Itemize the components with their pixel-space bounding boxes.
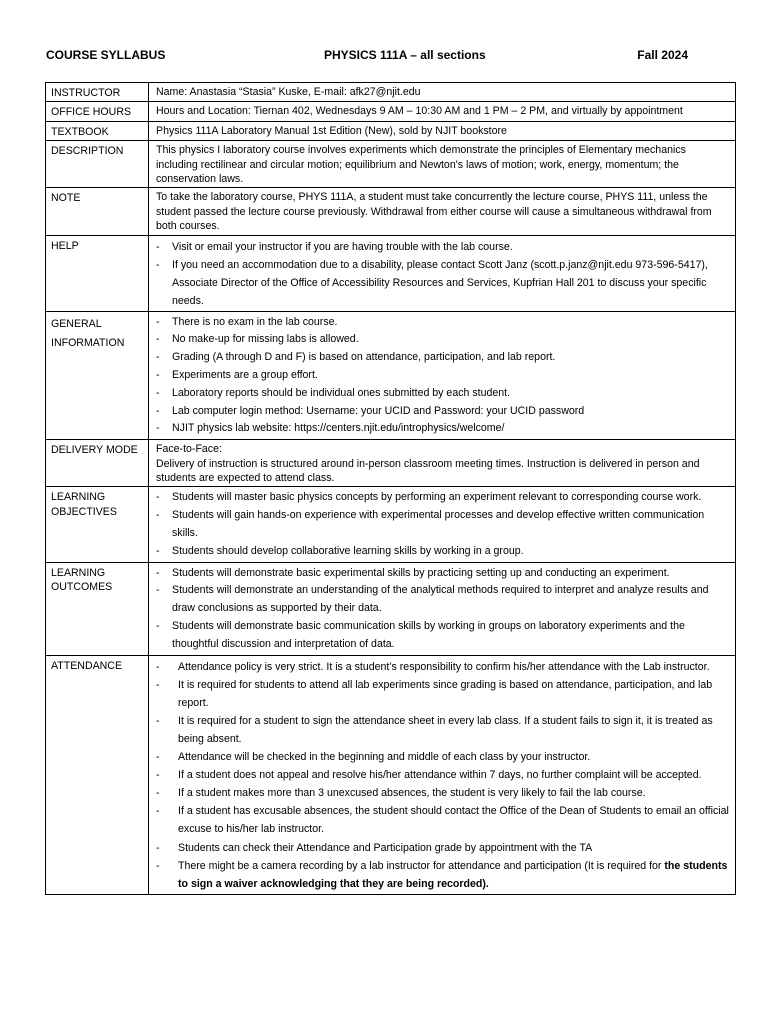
label-line: LEARNING	[51, 566, 106, 579]
label-attendance: ATTENDANCE	[46, 655, 149, 894]
page-header	[46, 48, 736, 68]
help-list	[156, 238, 730, 310]
label-help: HELP	[46, 235, 149, 311]
general-information-content	[149, 311, 736, 440]
attendance-list	[156, 658, 730, 893]
row-office-hours	[46, 102, 736, 121]
delivery-mode-line2: Delivery of instruction is structured around in-person classroom meeting times. Instruction is delivered in person and students are expected to attend class.	[156, 457, 700, 485]
learning-outcomes-content	[149, 562, 736, 655]
list-item: - Students will gain hands-on experience with experimental processes and develop effective written communication skills.	[156, 507, 730, 543]
list-item: - Students will demonstrate an understanding of the analytical methods required to interpret and analyze results and draw conclusions as supported by their data.	[156, 582, 730, 618]
attendance-camera-text: There might be a camera recording by a lab instructor for attendance and participation (It is required for	[178, 859, 665, 872]
row-note	[46, 188, 736, 235]
row-description	[46, 141, 736, 188]
syllabus-table	[45, 82, 736, 895]
list-item: - Lab computer login method: Username: your UCID and Password: your UCID password	[156, 403, 730, 421]
label-office-hours: OFFICE HOURS	[46, 102, 149, 121]
list-item: - If you need an accommodation due to a disability, please contact Scott Janz (scott.p.janz@njit.edu 973-596-5417), Associate Director of the Office of Accessibility Resources and Services, Kupfrian Hall 201 to discuss your specific needs.	[156, 256, 730, 310]
row-learning-objectives	[46, 487, 736, 562]
delivery-mode-content	[149, 440, 736, 487]
instructor-text: Name: Anastasia “Stasia” Kuske, E-mail: afk27@njit.edu	[149, 83, 736, 102]
label-learning-objectives	[46, 487, 149, 562]
learning-outcomes-list	[156, 565, 730, 654]
label-delivery-mode: DELIVERY MODE	[46, 440, 149, 487]
row-delivery-mode	[46, 440, 736, 487]
list-item: - Students can check their Attendance and Participation grade by appointment with the TA	[156, 839, 730, 857]
label-line: LEARNING	[51, 491, 106, 504]
label-line: INFORMATION	[51, 336, 125, 349]
list-item: - NJIT physics lab website: https://centers.njit.edu/introphysics/welcome/	[156, 420, 730, 438]
label-instructor: INSTRUCTOR	[46, 83, 149, 102]
textbook-text: Physics 111A Laboratory Manual 1st Edition (New), sold by NJIT bookstore	[149, 121, 736, 140]
list-item: - Students should develop collaborative learning skills by working in a group.	[156, 543, 730, 561]
row-learning-outcomes	[46, 562, 736, 655]
learning-objectives-list	[156, 489, 730, 560]
label-general-information	[46, 311, 149, 440]
label-line: OBJECTIVES	[51, 505, 117, 518]
list-item: - Visit or email your instructor if you are having trouble with the lab course.	[156, 238, 730, 256]
row-general-information	[46, 311, 736, 440]
learning-objectives-content	[149, 487, 736, 562]
label-note: NOTE	[46, 188, 149, 235]
list-item: - It is required for students to attend all lab experiments since grading is based on attendance, participation, and lab report.	[156, 676, 730, 712]
list-item: - It is required for a student to sign the attendance sheet in every lab class. If a student fails to sign it, it is treated as being absent.	[156, 712, 730, 748]
list-item: - Grading (A through D and F) is based on attendance, participation, and lab report.	[156, 349, 730, 367]
office-hours-text: Hours and Location: Tiernan 402, Wednesdays 9 AM – 10:30 AM and 1 PM – 2 PM, and virtually by appointment	[149, 102, 736, 121]
document-type: COURSE SYLLABUS	[46, 48, 166, 62]
label-description: DESCRIPTION	[46, 141, 149, 188]
list-item: - If a student makes more than 3 unexcused absences, the student is very likely to fail the lab course.	[156, 784, 730, 802]
row-help	[46, 235, 736, 311]
row-textbook	[46, 121, 736, 140]
list-item: - If a student has excusable absences, the student should contact the Office of the Dean of Students to email an official excuse to his/her lab instructor.	[156, 802, 730, 838]
list-item: - If a student does not appeal and resolve his/her attendance within 7 days, no further complaint will be accepted.	[156, 766, 730, 784]
term: Fall 2024	[637, 48, 688, 62]
list-item: - Students will demonstrate basic communication skills by working in groups on laboratory experiments and the thoughtful discussion and interpretation of data.	[156, 618, 730, 654]
course-title: PHYSICS 111A – all sections	[324, 48, 486, 62]
list-item: - Experiments are a group effort.	[156, 367, 730, 385]
list-item: - Attendance will be checked in the beginning and middle of each class by your instructor.	[156, 748, 730, 766]
row-instructor	[46, 83, 736, 102]
label-line: GENERAL	[51, 317, 102, 330]
note-text: To take the laboratory course, PHYS 111A, a student must take concurrently the lecture course, PHYS 111, unless the student passed the lecture course previously. Withdrawal from either course will cause a simultaneous withdrawal from both courses.	[149, 188, 736, 235]
list-item: - Students will demonstrate basic experimental skills by practicing setting up and conducting an experiment.	[156, 565, 730, 583]
delivery-mode-line1: Face-to-Face:	[156, 443, 222, 456]
list-item: - Laboratory reports should be individual ones submitted by each student.	[156, 385, 730, 403]
list-item	[156, 857, 730, 893]
help-content	[149, 235, 736, 311]
list-item: - Students will master basic physics concepts by performing an experiment relevant to corresponding course work.	[156, 489, 730, 507]
attendance-waiver-bold: the students to sign a waiver acknowledging that they are being recorded).	[178, 859, 728, 890]
label-line: OUTCOMES	[51, 581, 113, 594]
attendance-content	[149, 655, 736, 894]
general-information-list	[156, 314, 730, 439]
label-textbook: TEXTBOOK	[46, 121, 149, 140]
row-attendance	[46, 655, 736, 894]
list-item: - There is no exam in the lab course.	[156, 314, 730, 332]
list-item: - Attendance policy is very strict. It is a student’s responsibility to confirm his/her attendance with the Lab instructor.	[156, 658, 730, 676]
description-text: This physics I laboratory course involves experiments which demonstrate the principles of Elementary mechanics including rectilinear and circular motion; equilibrium and Newton's laws of motion; work, energy, momentum; the conservation laws.	[149, 141, 736, 188]
list-item: - No make-up for missing labs is allowed.	[156, 331, 730, 349]
label-learning-outcomes	[46, 562, 149, 655]
